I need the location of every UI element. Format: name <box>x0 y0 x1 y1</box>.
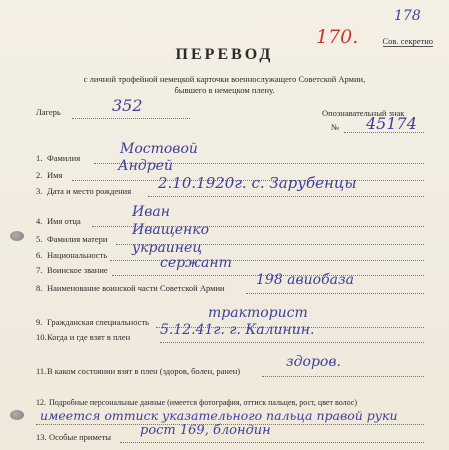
field-4-num: 4. <box>36 216 43 226</box>
field-3-label: Дата и место рождения <box>47 186 132 196</box>
field-8-value: 198 авиобаза <box>256 272 354 288</box>
field-10-value: 5.12.41г. г. Калинин. <box>160 322 315 338</box>
field-10-label: Когда и где взят в плен <box>47 332 131 342</box>
field-4-value: Иван <box>132 204 170 220</box>
field-12-value: имеется оттиск указательного пальца правой руки <box>40 408 398 423</box>
document-title: ПЕРЕВОД <box>175 46 274 63</box>
field-1-label: Фамилия <box>47 153 81 163</box>
field-5-num: 5. <box>36 234 43 244</box>
field-9-value: тракторист <box>208 305 308 321</box>
field-13-value: рост 169, блондин <box>140 423 271 438</box>
field-3-num: 3. <box>36 186 43 196</box>
field-12-label: Подробные персональные данные (имеется фотография, оттиск пальцев, рост, цвет волос) <box>49 398 357 407</box>
field-11-value: здоров. <box>286 354 341 370</box>
field-2-label: Имя <box>47 170 63 180</box>
subtitle-line-1: с личной трофейной немецкой карточки военнослужащего Советской Армии, <box>83 74 366 84</box>
camp-label: Лагерь <box>36 107 61 117</box>
camp-value: 352 <box>112 96 143 115</box>
field-11-num: 11. <box>36 366 47 376</box>
field-3-value: 2.10.1920г. с. Зарубенцы <box>158 174 357 192</box>
field-13-num: 13. <box>36 432 47 442</box>
field-8-num: 8. <box>36 283 43 293</box>
field-7-label: Воинское звание <box>47 265 108 275</box>
field-1-value: Мостовой <box>120 141 198 157</box>
field-4-label: Имя отца <box>47 216 81 226</box>
field-13-label: Особые приметы <box>49 432 112 442</box>
badge-prefix: № <box>331 122 340 132</box>
field-6-value: украинец <box>132 240 203 256</box>
field-12-num: 12. <box>36 398 46 407</box>
field-2-num: 2. <box>36 170 43 180</box>
subtitle-line-2: бывшего в немецком плену. <box>174 85 275 95</box>
field-5-value: Иващенко <box>132 222 210 238</box>
punch-hole-upper <box>10 231 24 241</box>
field-2-value: Андрей <box>118 158 173 174</box>
field-9-num: 9. <box>36 317 43 327</box>
field-9-label: Гражданская специальность <box>47 317 150 327</box>
classification-label: Сов. секретно <box>382 36 433 46</box>
stamp-number: 170. <box>316 26 359 48</box>
corner-number: 178 <box>394 8 421 24</box>
field-11-label: В каком состоянии взят в плен (здоров, болен, ранен) <box>47 366 241 376</box>
field-7-num: 7. <box>36 265 43 275</box>
field-10-num: 10. <box>36 332 47 342</box>
field-1-num: 1. <box>36 153 43 163</box>
badge-value: 45174 <box>366 114 417 133</box>
field-5-label: Фамилия матери <box>47 234 108 244</box>
field-6-label: Национальность <box>47 250 108 260</box>
punch-hole-lower <box>10 410 24 420</box>
field-7-value: сержант <box>160 255 232 271</box>
badge-label: Опознавательный знак <box>322 108 405 118</box>
field-6-num: 6. <box>36 250 43 260</box>
field-8-label: Наименование воинской части Советской Армии <box>47 283 225 293</box>
